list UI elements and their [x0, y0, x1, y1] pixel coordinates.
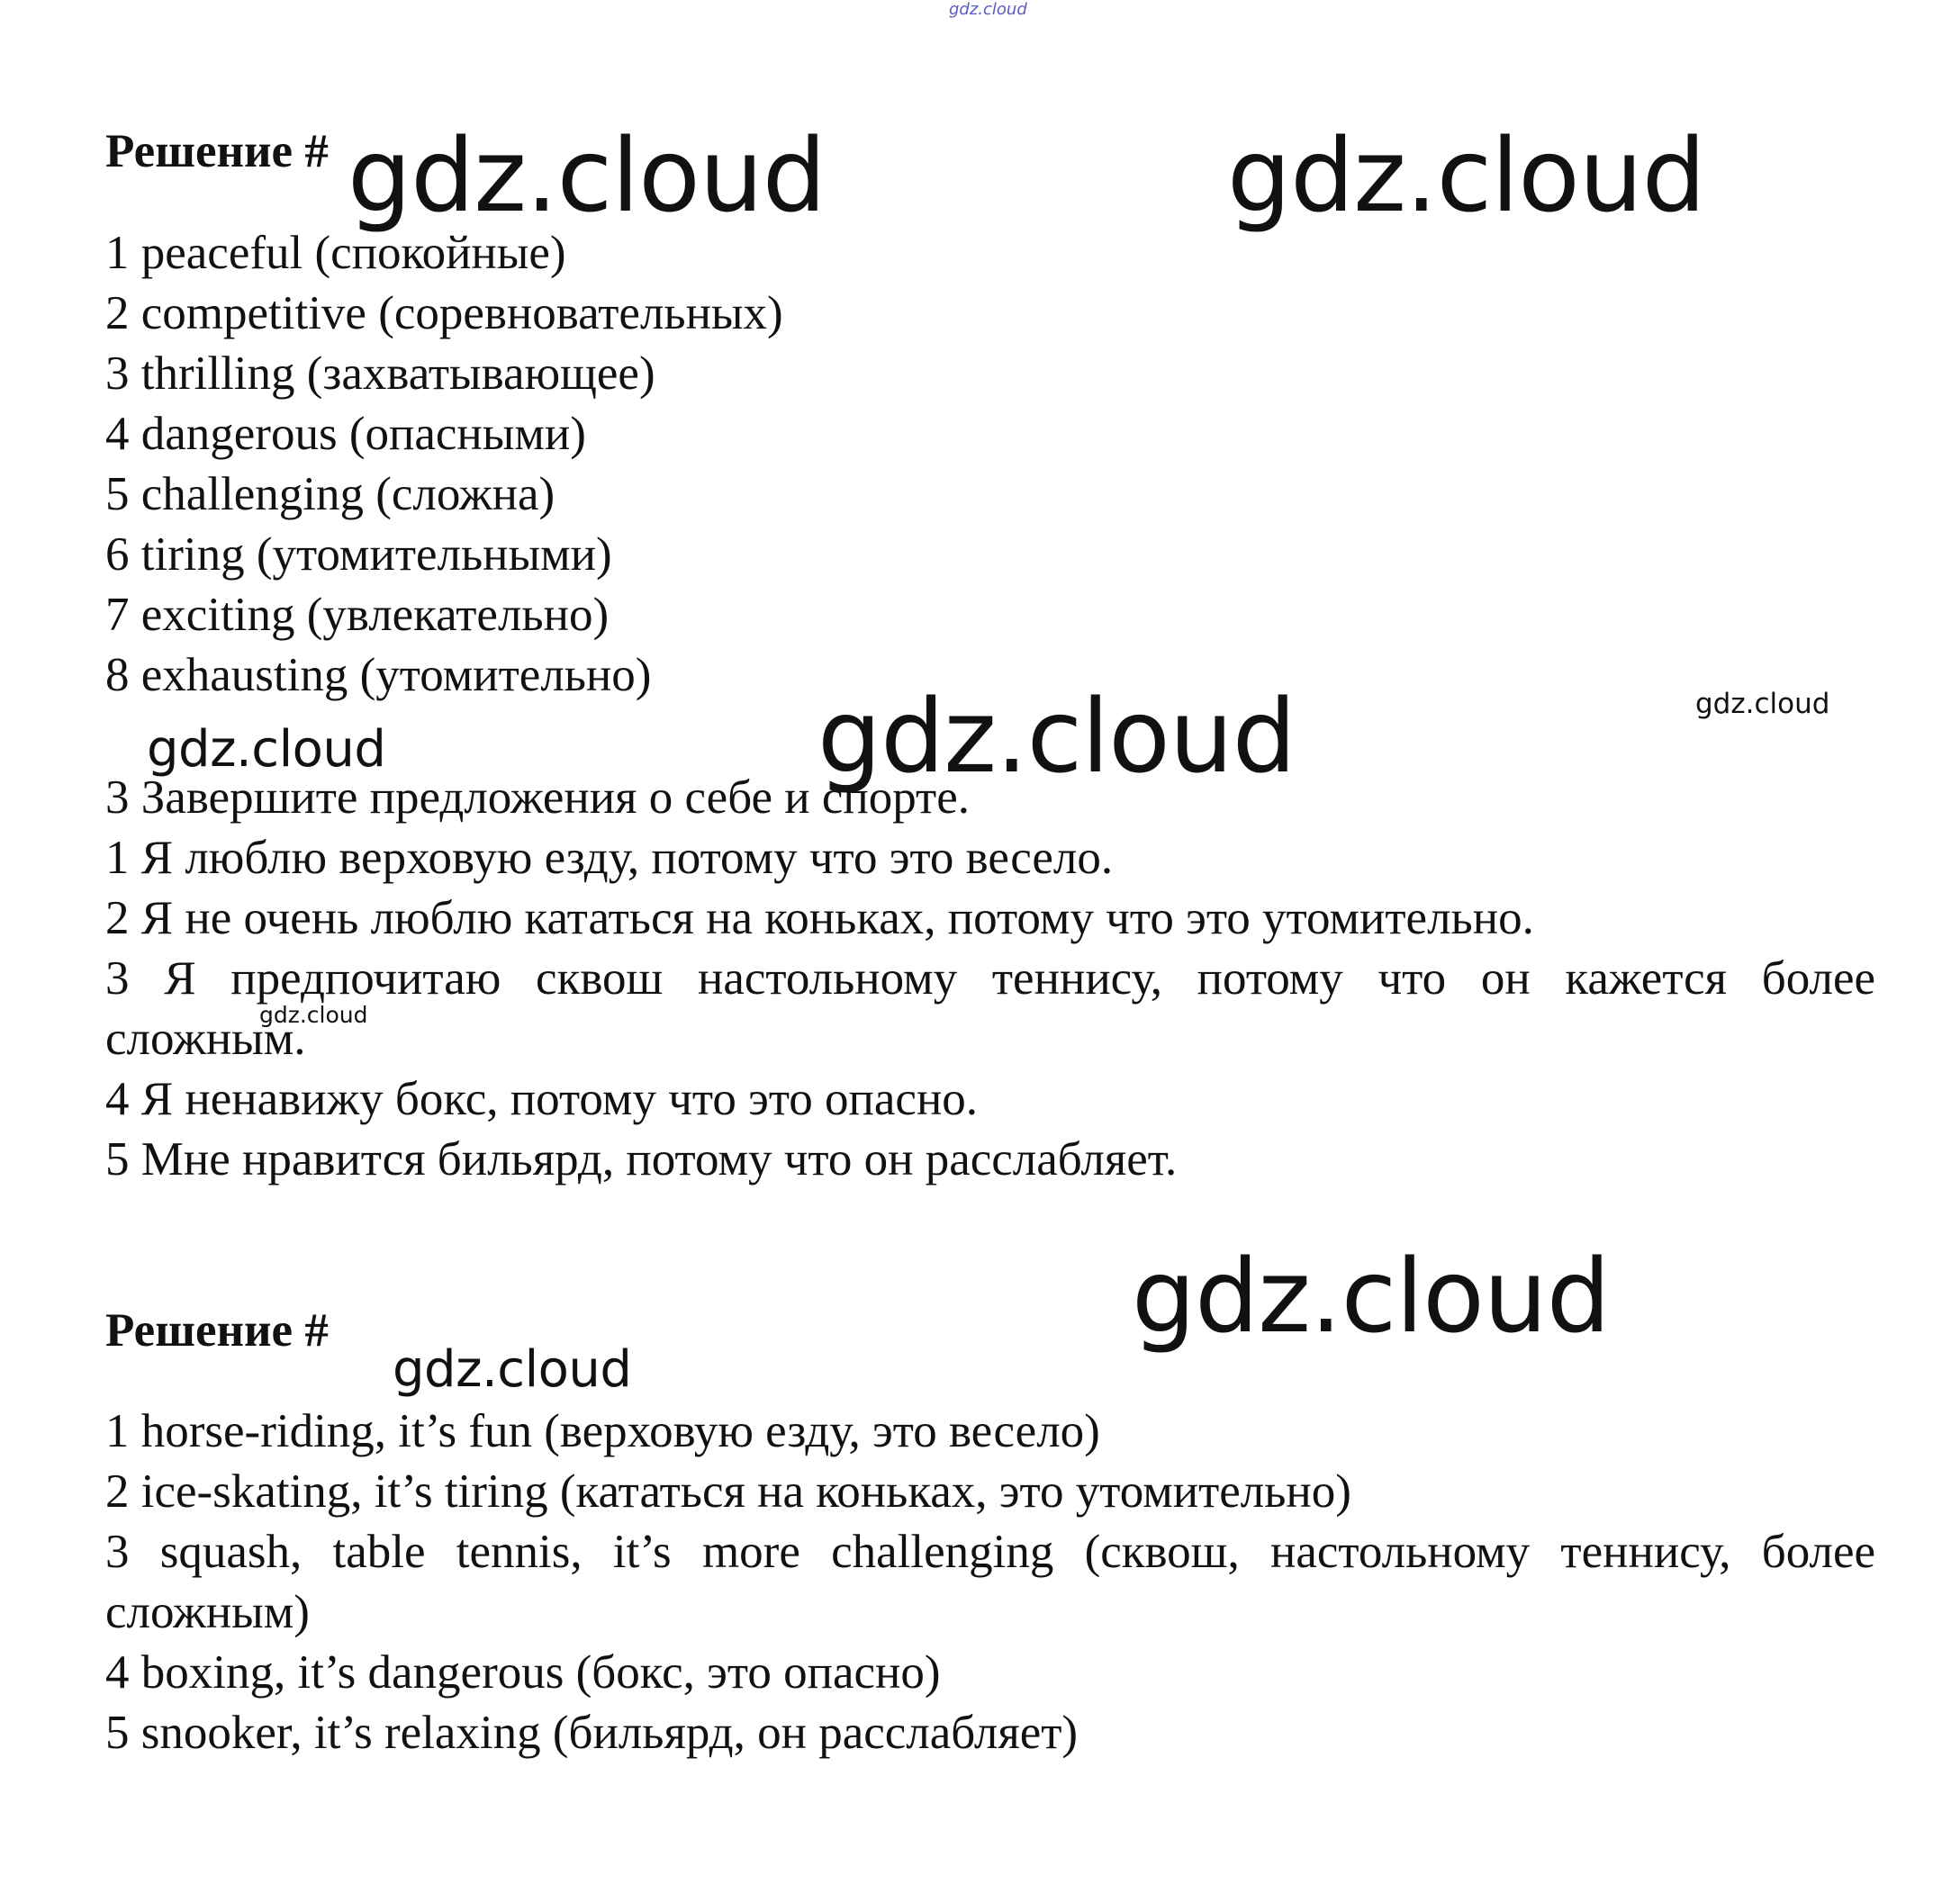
answer-line: 1 peaceful (спокойные) — [105, 227, 566, 279]
answer-line: 2 competitive (соревновательных) — [105, 287, 783, 339]
watermark-large: gdz.cloud — [348, 118, 826, 235]
sentence-line: 4 Я ненавижу бокс, потому что это опасно. — [105, 1073, 979, 1125]
answer-line: 4 boxing, it’s dangerous (бокс, это опасно) — [105, 1646, 941, 1699]
watermark-top: gdz.cloud — [949, 0, 1027, 19]
watermark-small: gdz.cloud — [259, 1002, 368, 1028]
answer-line: 5 challenging (сложна) — [105, 468, 555, 520]
watermark-medium: gdz.cloud — [147, 720, 386, 779]
answer-line: 5 snooker, it’s relaxing (бильярд, он расслабляет) — [105, 1707, 1079, 1759]
sentence-line: 3 Я предпочитаю сквош настольному теннису, потому что он кажется более — [105, 952, 1875, 1005]
watermark-large: gdz.cloud — [817, 679, 1296, 796]
watermark-small: gdz.cloud — [1695, 688, 1830, 720]
answer-line: сложным) — [105, 1586, 310, 1638]
answer-line: 8 exhausting (утомительно) — [105, 649, 652, 701]
answer-line: 4 dangerous (опасными) — [105, 408, 586, 460]
sentence-line: 1 Я люблю верховую езду, потому что это весело. — [105, 832, 1114, 884]
watermark-large: gdz.cloud — [1132, 1239, 1610, 1356]
solution-heading-1: Решение # — [105, 125, 329, 177]
task-title: 3 Завершите предложения о себе и спорте. — [105, 771, 970, 824]
watermark-medium: gdz.cloud — [393, 1340, 632, 1399]
answer-line: 2 ice-skating, it’s tiring (кататься на коньках, это утомительно) — [105, 1465, 1351, 1518]
sentence-line: сложным. — [105, 1013, 306, 1065]
answer-line: 6 tiring (утомительными) — [105, 528, 612, 581]
answer-line: 3 thrilling (захватывающее) — [105, 347, 655, 400]
answer-line: 3 squash, table tennis, it’s more challenging (сквош, настольному теннису, более — [105, 1526, 1875, 1578]
solution-heading-2: Решение # — [105, 1304, 329, 1357]
sentence-line: 2 Я не очень люблю кататься на коньках, потому что это утомительно. — [105, 892, 1534, 944]
sentence-line: 5 Мне нравится бильярд, потому что он расслабляет. — [105, 1133, 1178, 1185]
answer-line: 7 exciting (увлекательно) — [105, 589, 610, 641]
answer-line: 1 horse-riding, it’s fun (верховую езду, это весело) — [105, 1405, 1100, 1457]
watermark-large: gdz.cloud — [1227, 118, 1705, 235]
